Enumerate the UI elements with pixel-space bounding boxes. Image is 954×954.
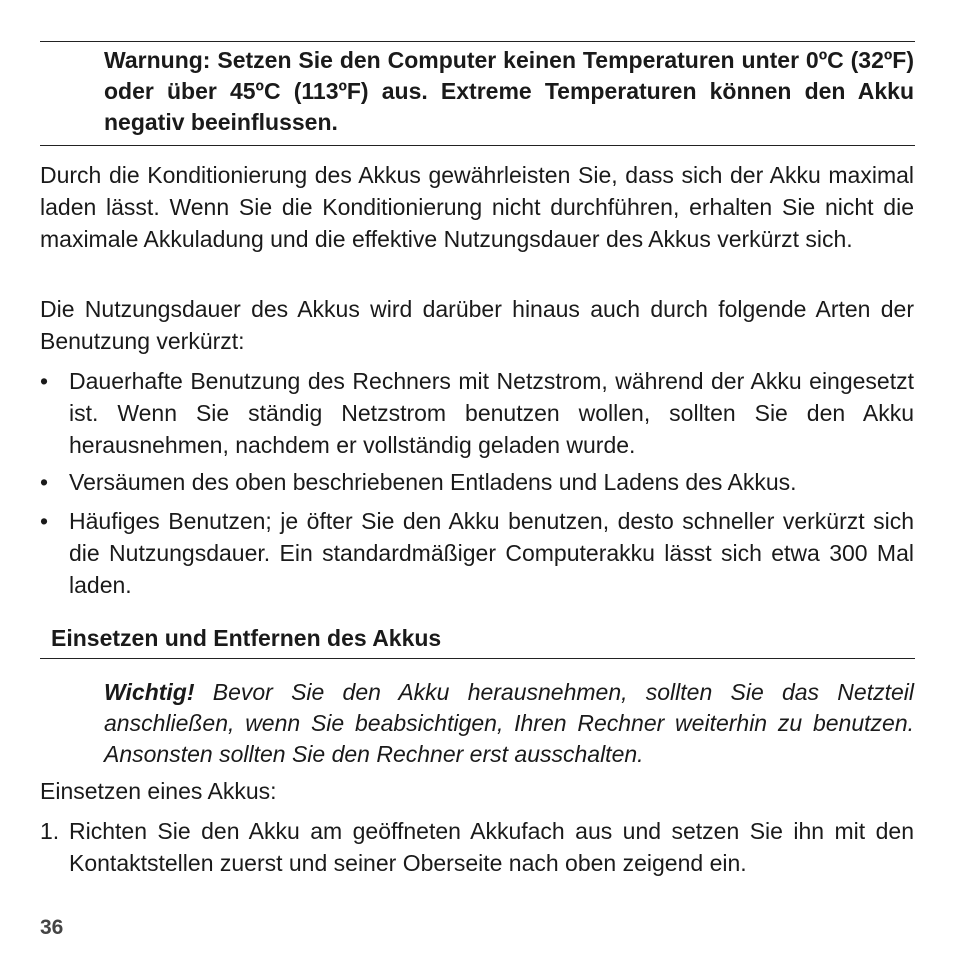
important-note xyxy=(104,677,914,770)
list-item xyxy=(40,365,914,461)
insert-intro: Einsetzen eines Akkus: xyxy=(40,778,277,804)
paragraph-usage-intro: Die Nutzungsdauer des Akkus wird darüber hinaus auch durch folgende Arten der Benutzung verkürzt: xyxy=(40,296,914,354)
warning-note: Warnung: Setzen Sie den Computer keinen Temperaturen unter 0ºC (32ºF) oder über 45ºC (113ºF) aus. Extreme Temperaturen können den Akku negativ beeinflussen. xyxy=(104,47,914,135)
list-item-text: Versäumen des oben beschriebenen Entladens und Ladens des Akkus. xyxy=(69,469,797,495)
list-item-text: Dauerhafte Benutzung des Rechners mit Netzstrom, während der Akku eingesetzt ist. Wenn Sie ständig Netzstrom benutzen wollen, sollten Sie den Akku herausnehmen, nachdem er vollständig geladen wurde. xyxy=(69,368,914,458)
warning-bottom-rule xyxy=(40,145,915,146)
step-number: 1. xyxy=(40,818,60,844)
list-item-text: Häufiges Benutzen; je öfter Sie den Akku benutzen, desto schneller verkürzt sich die Nutzungsdauer. Ein standardmäßiger Computerakku lässt sich etwa 300 Mal laden. xyxy=(69,508,914,598)
important-label: Wichtig! xyxy=(104,679,195,705)
section-heading: Einsetzen und Entfernen des Akkus xyxy=(51,625,442,651)
list-item xyxy=(40,466,914,498)
bullet-marker: • xyxy=(40,508,49,534)
top-rule xyxy=(40,41,915,42)
step-text: Richten Sie den Akku am geöffneten Akkufach aus und setzen Sie ihn mit den Kontaktstellen zuerst und seiner Oberseite nach oben zeigend ein. xyxy=(69,818,914,876)
list-item xyxy=(40,505,914,601)
important-text: Bevor Sie den Akku herausnehmen, sollten Sie das Netzteil anschließen, wenn Sie beabsichtigen, Ihren Rechner weiterhin zu benutzen. Ansonsten sollten Sie den Rechner erst ausschalten. xyxy=(104,679,914,767)
paragraph-conditioning: Durch die Konditionierung des Akkus gewährleisten Sie, dass sich der Akku maximal laden lässt. Wenn Sie die Konditionierung nicht durchführen, erhalten Sie nicht die maximale Akkuladung und die effektive Nutzungsdauer des Akkus verkürzt sich. xyxy=(40,162,914,252)
page-number: 36 xyxy=(40,916,64,939)
section-heading-rule xyxy=(40,658,915,659)
bullet-marker: • xyxy=(40,469,49,495)
bullet-marker: • xyxy=(40,368,49,394)
list-item xyxy=(40,815,914,879)
